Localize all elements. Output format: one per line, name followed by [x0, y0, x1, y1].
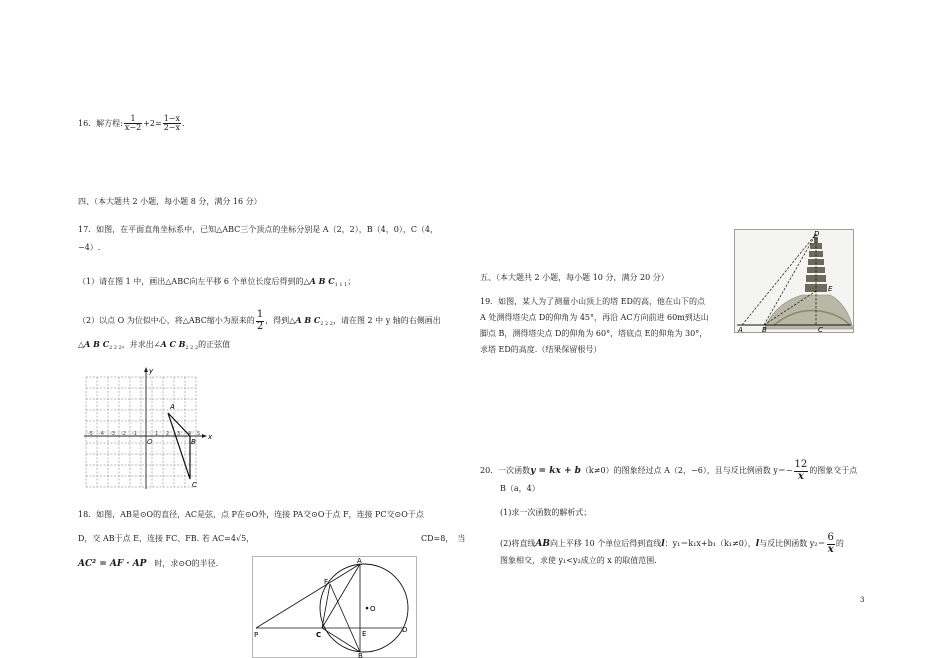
- q19-line2: A 处测得塔尖点 D的仰角为 45°，再沿 AC方向前进 60m到达山: [480, 313, 709, 322]
- x-tick-label: -2: [121, 431, 126, 437]
- section-4-heading: 四、（本大题共 2 小题，每小题 8 分，满分 16 分）: [78, 197, 262, 206]
- q17-part2b: △A B $C_{2 2 2}$，并求出∠A C $B_{2 2 2}$的正弦值: [78, 339, 231, 351]
- label-a: A: [738, 326, 743, 334]
- triangle-abc: [168, 413, 190, 479]
- line-fb: [330, 584, 360, 652]
- x-tick-label: -4: [99, 431, 104, 437]
- q20-linear-equation: y = kx + b: [530, 466, 581, 476]
- q16: 16．解方程: $\frac{1}{x-2}$ +2= $\frac{1-x}{2-x}$ .: [78, 114, 185, 133]
- label-d: D: [814, 230, 820, 238]
- label-p: P: [254, 631, 259, 639]
- q17-line2: −4）.: [78, 243, 101, 252]
- q17-half-fraction: $\frac{1}{2}$: [256, 309, 264, 332]
- x-tick-label: -5: [88, 431, 93, 437]
- label-e: E: [362, 630, 367, 638]
- page-number: 3: [860, 596, 865, 604]
- q18-line3: AC² = AF · AP 时，求⊙O的半径.: [78, 559, 219, 569]
- q18-cd: CD=8， 当: [421, 534, 466, 543]
- x-axis-arrow-icon: [202, 434, 207, 438]
- q17-part2: （2）以点 O 为位似中心，将△ABC缩小为原来的 $\frac{1}{2}$ ，得到△A B $C_{2 2 2}$，请在图 2 中 y 轴的右侧画出: [78, 309, 441, 332]
- q16-prefix: 16．解方程:: [78, 118, 123, 128]
- q19-line4: 求塔 ED的高度.（结果保留根号）: [480, 345, 602, 354]
- q20-fraction-12-over-x: $\frac{12}{x}$: [794, 459, 808, 482]
- origin-label: O: [147, 438, 153, 446]
- q20-part2: (2)将直线AB向上平移 10 个单位后得到直线l：y₁＝k₁x+b₁（k₁≠0），l与反比例函数 y₂＝ $\frac{6}{x}$ 的: [500, 532, 844, 555]
- x-tick-label: 4: [188, 431, 192, 437]
- center-dot: [366, 607, 369, 610]
- q19-line3: 脚点 B，测得塔尖点 D的仰角为 60°，塔底点 E的仰角为 30°，: [480, 329, 708, 338]
- y-axis-arrow-icon: [144, 367, 148, 372]
- label-e: E: [828, 285, 833, 293]
- x-tick-label: 2: [166, 431, 170, 437]
- section-5-heading: 五、（本大题共 2 小题，每小题 10 分，满分 20 分）: [480, 273, 669, 282]
- q16-fraction-2: $\frac{1-x}{2-x}$: [163, 114, 180, 133]
- q18-line1: 18．如图，AB是⊙O的直径，AC是弦，点 P在⊙O外，连接 PA交⊙O于点 F，连接 PC交⊙O于点: [78, 510, 424, 519]
- q16-fraction-1: $\frac{1}{x-2}$: [124, 114, 142, 133]
- label-b: B: [358, 652, 363, 658]
- circle-o: [320, 564, 408, 652]
- line-pa: [256, 564, 360, 628]
- label-a: A: [357, 557, 362, 565]
- label-b: B: [762, 326, 767, 334]
- x-tick-labels: [88, 431, 200, 446]
- pagoda-figure: [734, 229, 854, 333]
- q20-part1: (1)求一次函数的解析式；: [500, 508, 592, 517]
- label-o: O: [370, 605, 376, 613]
- q18-equation: AC² = AF · AP: [78, 559, 147, 569]
- q20-line1: 20．一次函数y = kx + b（k≠0）的图象经过点 A（2，−6），且与反比例函数 y＝− $\frac{12}{x}$ 的图象交于点: [480, 459, 858, 482]
- q17-line1: 17．如图，在平面直角坐标系中，已知△ABC三个顶点的坐标分别是 A（2，2），B（4，0），C（4，: [78, 225, 439, 234]
- circle-figure: [252, 556, 417, 658]
- x-tick-label: -3: [110, 431, 115, 437]
- x-tick-label: 3: [177, 431, 181, 437]
- x-tick-label: 5: [197, 431, 201, 437]
- label-c: C: [316, 631, 322, 639]
- point-c-label: C: [192, 481, 197, 489]
- sqrt5: √5: [235, 534, 247, 543]
- x-axis-label: x: [208, 433, 213, 441]
- point-a-label: A: [170, 403, 175, 411]
- label-d: D: [402, 626, 408, 634]
- q20-line2: B（a，4）: [500, 484, 540, 493]
- q19-line1: 19．如图，某人为了测量小山顶上的塔 ED的高，他在山下的点: [480, 297, 705, 306]
- coordinate-grid-figure: [84, 367, 214, 490]
- x-tick-label: -1: [132, 431, 137, 437]
- y-axis-label: y: [149, 367, 154, 375]
- label-c: C: [818, 326, 823, 334]
- q20-part3: 图象相交，求使 y₁<y₂成立的 x 的取值范围.: [500, 556, 657, 565]
- q18-line2: D，交 AB于点 E，连接 FC、FB. 若 AC=4√5，: [78, 534, 255, 543]
- point-b-label: B: [191, 438, 196, 446]
- x-tick-label: 1: [155, 431, 159, 437]
- q20-fraction-6-over-x: $\frac{6}{x}$: [827, 532, 834, 555]
- label-f: F: [324, 578, 329, 586]
- q17-part1: （1）请在图 1 中，画出△ABC向左平移 6 个单位长度后得到的△A B $C_{1 1 1}$；: [78, 276, 356, 288]
